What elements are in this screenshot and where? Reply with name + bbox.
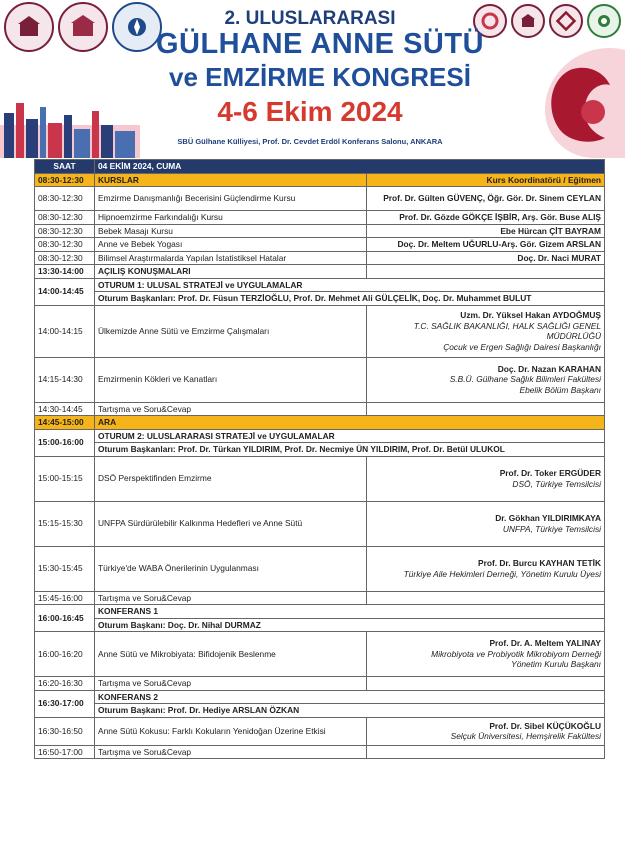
- talk-time: 16:30-16:50: [35, 717, 95, 745]
- row-speaker: Doç. Dr. Naci MURAT: [367, 251, 605, 265]
- row-time: 08:30-12:30: [35, 211, 95, 225]
- discussion-time: 16:50-17:00: [35, 745, 95, 759]
- session-time: 14:00-14:45: [35, 278, 95, 305]
- talk-row: [35, 305, 605, 357]
- talk-time: 15:30-15:45: [35, 546, 95, 591]
- institution-logo-icon: [511, 4, 545, 38]
- speaker-affiliation-2: Ebelik Bölüm Başkanı: [519, 384, 601, 395]
- talk-row: [35, 546, 605, 591]
- discussion-row: [35, 402, 605, 416]
- speaker-affiliation: S.B.Ü. Gülhane Sağlık Bilimleri Fakültesi: [449, 374, 601, 385]
- break-label: ARA: [95, 416, 605, 430]
- conference-title: KONFERANS 2: [95, 690, 605, 704]
- row-topic: Emzirme Danışmanlığı Becerisini Güçlendirme Kursu: [95, 187, 367, 211]
- talk-time: 15:00-15:15: [35, 456, 95, 501]
- congress-title-line2: ve EMZİRME KONGRESİ: [169, 62, 471, 92]
- discussion-time: 15:45-16:00: [35, 591, 95, 605]
- row-topic: Bebek Masajı Kursu: [95, 224, 367, 238]
- congress-title-line1: GÜLHANE ANNE SÜTÜ: [155, 28, 485, 60]
- table-row: [35, 265, 605, 279]
- talk-time: 15:15-15:30: [35, 501, 95, 546]
- congress-venue: SBÜ Gülhane Külliyesi, Prof. Dr. Cevdet Erdöl Konferans Salonu, ANKARA: [177, 137, 443, 146]
- talk-row: [35, 717, 605, 745]
- discussion-row: [35, 677, 605, 691]
- conference-chair: Oturum Başkanı: Prof. Dr. Hediye ARSLAN ÖZKAN: [95, 704, 605, 718]
- university-logo-icon: [4, 2, 54, 52]
- conference-title-row: [35, 690, 605, 704]
- talk-row: [35, 456, 605, 501]
- discussion-time: 14:30-14:45: [35, 402, 95, 416]
- speaker-affiliation: T.C. SAĞLIK BAKANLIĞI, HALK SAĞLIĞI GENEL MÜDÜRLÜĞÜ: [413, 320, 601, 341]
- row-time: 08:30-12:30: [35, 238, 95, 252]
- speaker-affiliation-2: Çocuk ve Ergen Sağlığı Dairesi Başkanlığı: [443, 341, 601, 352]
- speaker-name: Prof. Dr. Toker ERGÜDER: [499, 468, 601, 478]
- session-title: OTURUM 2: ULUSLARARASI STRATEJİ ve UYGULAMALAR: [95, 429, 605, 443]
- talk-speaker-cell: [367, 501, 605, 546]
- row-topic: Hipnoemzirme Farkındalığı Kursu: [95, 211, 367, 225]
- table-row: [35, 187, 605, 211]
- talk-speaker-cell: [367, 305, 605, 357]
- talk-row: [35, 632, 605, 677]
- knot-logo-icon: [549, 4, 583, 38]
- talk-time: 16:00-16:20: [35, 632, 95, 677]
- speaker-name: Uzm. Dr. Yüksel Hakan AYDOĞMUŞ: [460, 310, 601, 320]
- speaker-name: Doç. Dr. Nazan KARAHAN: [497, 363, 601, 374]
- speaker-name: Prof. Dr. A. Meltem YALINAY: [489, 638, 601, 649]
- congress-edition: 2. ULUSLARARASI: [224, 8, 396, 29]
- row-time: 08:30-12:30: [35, 173, 95, 187]
- table-row: [35, 251, 605, 265]
- discussion-label: Tartışma ve Soru&Cevap: [95, 745, 367, 759]
- table-row: [35, 173, 605, 187]
- row-empty: [367, 265, 605, 279]
- session-chairs-row: [35, 292, 605, 306]
- talk-speaker-cell: [367, 632, 605, 677]
- conference-chair-row: [35, 618, 605, 632]
- talk-topic: UNFPA Sürdürülebilir Kalkınma Hedefleri ve Anne Sütü: [95, 501, 367, 546]
- row-empty: [367, 591, 605, 605]
- conference-time: 16:30-17:00: [35, 690, 95, 717]
- program-table: [34, 159, 605, 759]
- speaker-name: Prof. Dr. Sibel KÜÇÜKOĞLU: [489, 720, 601, 731]
- conference-title-row: [35, 605, 605, 619]
- discussion-time: 16:20-16:30: [35, 677, 95, 691]
- speaker-affiliation: DSÖ, Türkiye Temsilcisi: [512, 478, 601, 489]
- column-header-day: 04 EKİM 2024, CUMA: [95, 160, 605, 174]
- conference-time: 16:00-16:45: [35, 605, 95, 632]
- talk-speaker-cell: [367, 357, 605, 402]
- table-row: [35, 211, 605, 225]
- talk-speaker-cell: [367, 717, 605, 745]
- row-topic: Bilimsel Araştırmalarda Yapılan İstatistiksel Hatalar: [95, 251, 367, 265]
- session-title-row: [35, 429, 605, 443]
- talk-time: 14:15-14:30: [35, 357, 95, 402]
- conference-title: KONFERANS 1: [95, 605, 605, 619]
- session-title-row: [35, 278, 605, 292]
- break-time: 14:45-15:00: [35, 416, 95, 430]
- session-title: OTURUM 1: ULUSAL STRATEJİ ve UYGULAMALAR: [95, 278, 605, 292]
- talk-speaker-cell: [367, 456, 605, 501]
- discussion-label: Tartışma ve Soru&Cevap: [95, 677, 367, 691]
- breastfeeding-logo-icon: [587, 4, 621, 38]
- row-speaker: Prof. Dr. Gülten GÜVENÇ, Öğr. Gör. Dr. Sinem CEYLAN: [367, 187, 605, 211]
- conference-chair-row: [35, 704, 605, 718]
- discussion-label: Tartışma ve Soru&Cevap: [95, 591, 367, 605]
- talk-speaker-cell: [367, 546, 605, 591]
- midwifery-department-logo-icon: [58, 2, 108, 52]
- speaker-name: Dr. Gökhan YILDIRIMKAYA: [495, 513, 601, 523]
- row-speaker: Prof. Dr. Gözde GÖKÇE İŞBİR, Arş. Gör. Buse ALIŞ: [367, 211, 605, 225]
- row-topic: Anne ve Bebek Yogası: [95, 238, 367, 252]
- speaker-affiliation: Selçuk Üniversitesi, Hemşirelik Fakültesi: [450, 731, 601, 741]
- congress-dates: 4-6 Ekim 2024: [217, 96, 403, 127]
- row-time: 08:30-12:30: [35, 187, 95, 211]
- row-empty: [367, 677, 605, 691]
- speaker-affiliation: Türkiye Aile Hekimleri Derneği, Yönetim Kurulu Üyesi: [403, 568, 601, 579]
- city-skyline-graphic: [0, 95, 140, 158]
- row-speaker: Kurs Koordinatörü / Eğitmen: [367, 173, 605, 187]
- row-time: 08:30-12:30: [35, 224, 95, 238]
- row-time: 08:30-12:30: [35, 251, 95, 265]
- row-empty: [367, 402, 605, 416]
- talk-topic: Anne Sütü ve Mikrobiyata: Bifidojenik Beslenme: [95, 632, 367, 677]
- row-speaker: Ebe Hürcan ÇİT BAYRAM: [367, 224, 605, 238]
- talk-topic: Türkiye'de WABA Önerilerinin Uygulanması: [95, 546, 367, 591]
- table-header-row: [35, 160, 605, 174]
- discussion-row: [35, 591, 605, 605]
- row-time: 13:30-14:00: [35, 265, 95, 279]
- talk-time: 14:00-14:15: [35, 305, 95, 357]
- congress-banner: [0, 0, 625, 158]
- session-chairs-row: [35, 443, 605, 457]
- mother-baby-illustration: [475, 40, 625, 158]
- row-empty: [367, 745, 605, 759]
- discussion-label: Tartışma ve Soru&Cevap: [95, 402, 367, 416]
- column-header-time: SAAT: [35, 160, 95, 174]
- speaker-affiliation: UNFPA, Türkiye Temsilcisi: [502, 523, 601, 534]
- session-time: 15:00-16:00: [35, 429, 95, 456]
- discussion-row: [35, 745, 605, 759]
- row-topic: AÇILIŞ KONUŞMALARI: [95, 265, 367, 279]
- speaker-name: Prof. Dr. Burcu KAYHAN TETİK: [477, 558, 601, 568]
- talk-topic: Ülkemizde Anne Sütü ve Emzirme Çalışmaları: [95, 305, 367, 357]
- talk-topic: Emzirmenin Kökleri ve Kanatları: [95, 357, 367, 402]
- speaker-affiliation: Mikrobiyota ve Probiyotik Mikrobiyom Derneği: [431, 648, 601, 659]
- speaker-affiliation-2: Yönetim Kurulu Başkanı: [511, 659, 601, 670]
- talk-topic: DSÖ Perspektifinden Emzirme: [95, 456, 367, 501]
- row-topic: KURSLAR: [95, 173, 367, 187]
- row-speaker: Doç. Dr. Meltem UĞURLU-Arş. Gör. Gizem ARSLAN: [367, 238, 605, 252]
- conference-chair: Oturum Başkanı: Doç. Dr. Nihal DURMAZ: [95, 618, 605, 632]
- session-chairs: Oturum Başkanları: Prof. Dr. Türkan YILDIRIM, Prof. Dr. Necmiye ÜN YILDIRIM, Prof. Dr. Betül ULUKOL: [95, 443, 605, 457]
- talk-row: [35, 501, 605, 546]
- table-row: [35, 224, 605, 238]
- break-row: [35, 416, 605, 430]
- table-row: [35, 238, 605, 252]
- talk-topic: Anne Sütü Kokusu: Farklı Kokuların Yenidoğan Üzerine Etkisi: [95, 717, 367, 745]
- talk-row: [35, 357, 605, 402]
- session-chairs: Oturum Başkanları: Prof. Dr. Füsun TERZİOĞLU, Prof. Dr. Mehmet Ali GÜLÇELİK, Doç. Dr. Muhammet BULUT: [95, 292, 605, 306]
